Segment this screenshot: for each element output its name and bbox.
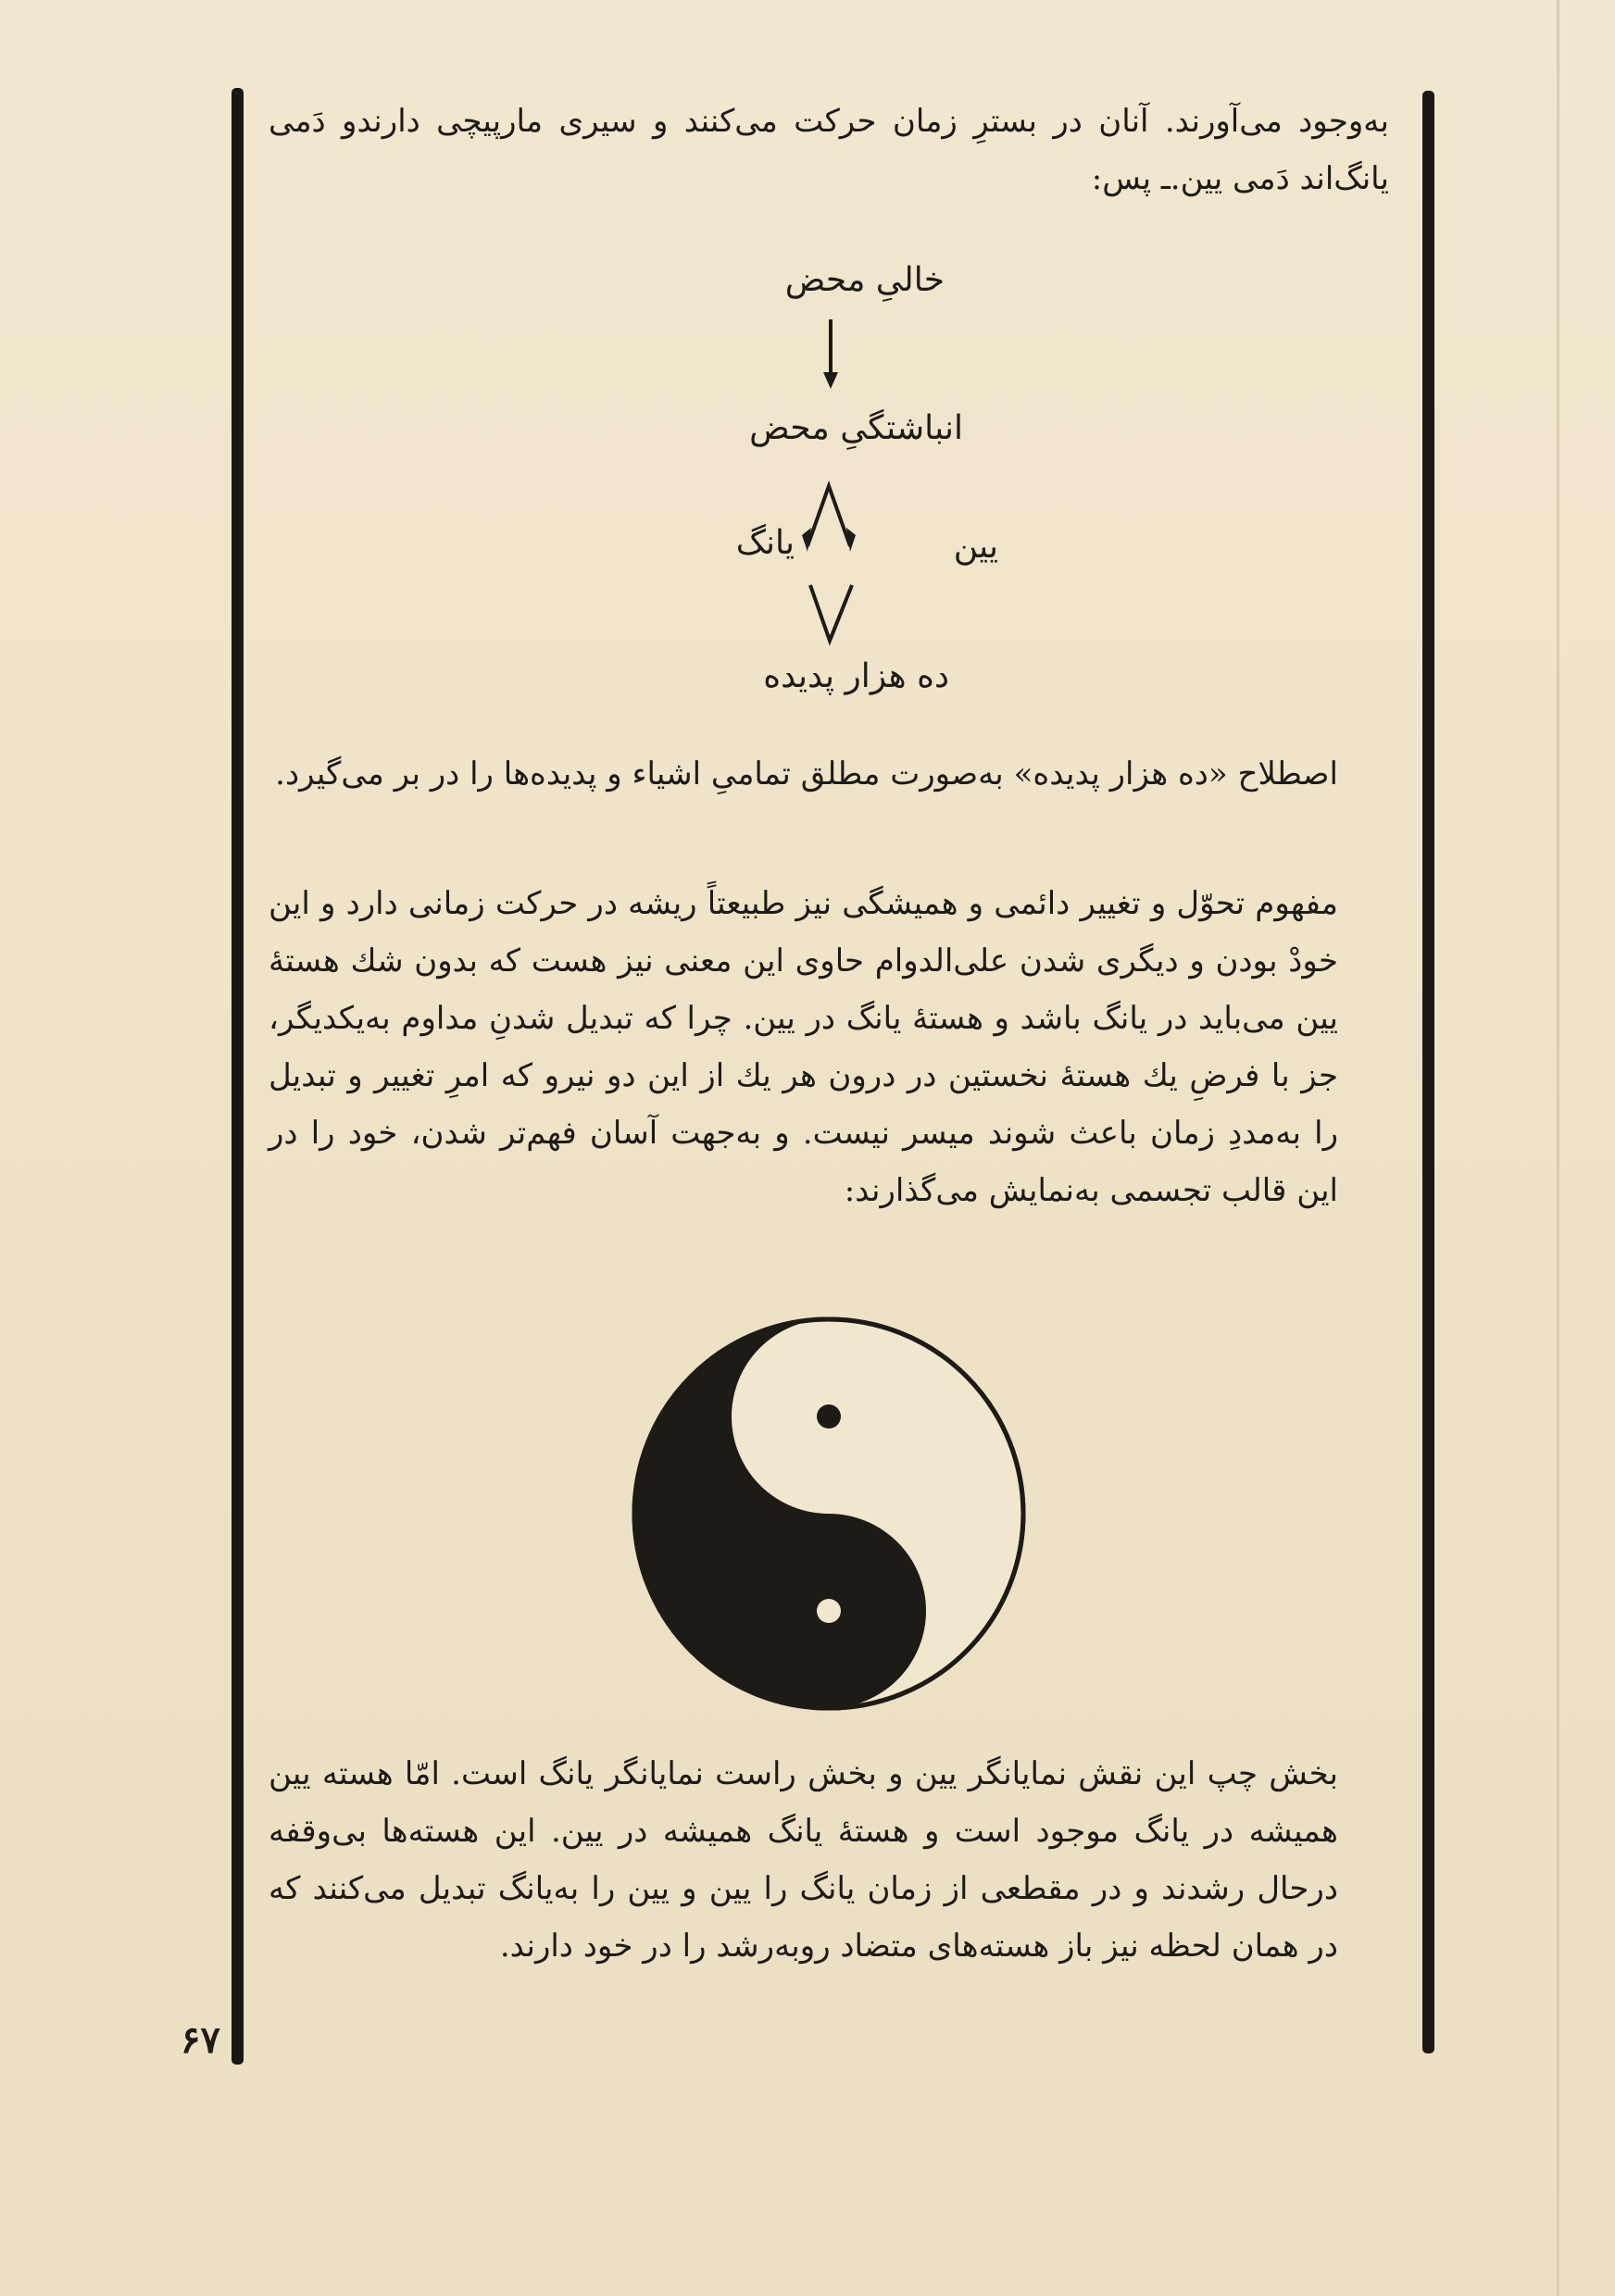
paragraph-bottom <box>269 1745 1389 1975</box>
paragraph-change <box>269 875 1389 1219</box>
label-void: خالیِ محض <box>784 261 945 299</box>
arrow-down-icon <box>823 319 838 389</box>
left-margin-rule <box>232 88 244 2065</box>
label-yin: یین <box>953 528 998 566</box>
merge-chevron-icon <box>810 585 852 641</box>
paragraph-term-text: اصطلاح «ده هزار پدیده» به‌صورت مطلق تمامیِ اشیاء و پدیده‌ها را در بر می‌گیرد. <box>275 755 1338 792</box>
label-fullness: انباشتگیِ محض <box>749 409 963 447</box>
split-arrows-icon <box>802 486 856 552</box>
paragraph-intro <box>269 93 1389 207</box>
paragraph-change-text: مفهوم تحوّل و تغییر دائمی و همیشگی نیز طبیعتاً ریشه در حرکت زمانی دارد و این خودْ بودن و دیگری شدن علی‌الدوام حاوی این معنی نیز هست که بدون شك هستهٔ یین می‌باید در یانگ باشد و هستهٔ یانگ در یین. چرا که تبدیل شدنِ مداوم به‌یکدیگر، جز با فرضِ یك هستهٔ نخستین در درون هر یك از این دو نیرو که امرِ تغییر و تبدیل را به‌مددِ زمان باعث شوند میسر نیست. و به‌جهت آسان فهم‌تر شدن، خود را در این قالب تجسمی به‌نمایش می‌گذارند: <box>269 885 1338 1209</box>
diagram-arrows <box>602 250 1083 722</box>
paragraph-intro-text: به‌وجود می‌آورند. آنان در بسترِ زمان حرکت می‌کنند و سیری مارپیچی دارندو دَمی یانگ‌اند دَمی یین.ـ پس: <box>269 103 1389 197</box>
yin-yang-flow-diagram <box>602 250 1083 722</box>
right-margin-rule <box>1422 91 1434 2053</box>
page-number: ۶۷ <box>181 2018 220 2062</box>
paragraph-bottom-text: بخش چپ این نقش نمایانگر یین و بخش راست نمایانگر یانگ است. امّا هسته یین همیشه در یانگ موجود است و هستهٔ یانگ همیشه در یین. این هسته‌ها بی‌وقفه درحال رشدند و در مقطعی از زمان یانگ را یین و یین را به‌یانگ تبدیل می‌کنند که در همان لحظه نیز باز هسته‌های متضاد روبه‌رشد را در خود دارند. <box>269 1755 1338 1965</box>
page-edge <box>1557 0 1559 2296</box>
yin-yang-icon <box>630 1315 1028 1713</box>
label-ten-thousand-things: ده هزار پدیده <box>763 657 949 695</box>
label-yang: یانگ <box>735 524 795 562</box>
paragraph-term <box>269 745 1389 803</box>
